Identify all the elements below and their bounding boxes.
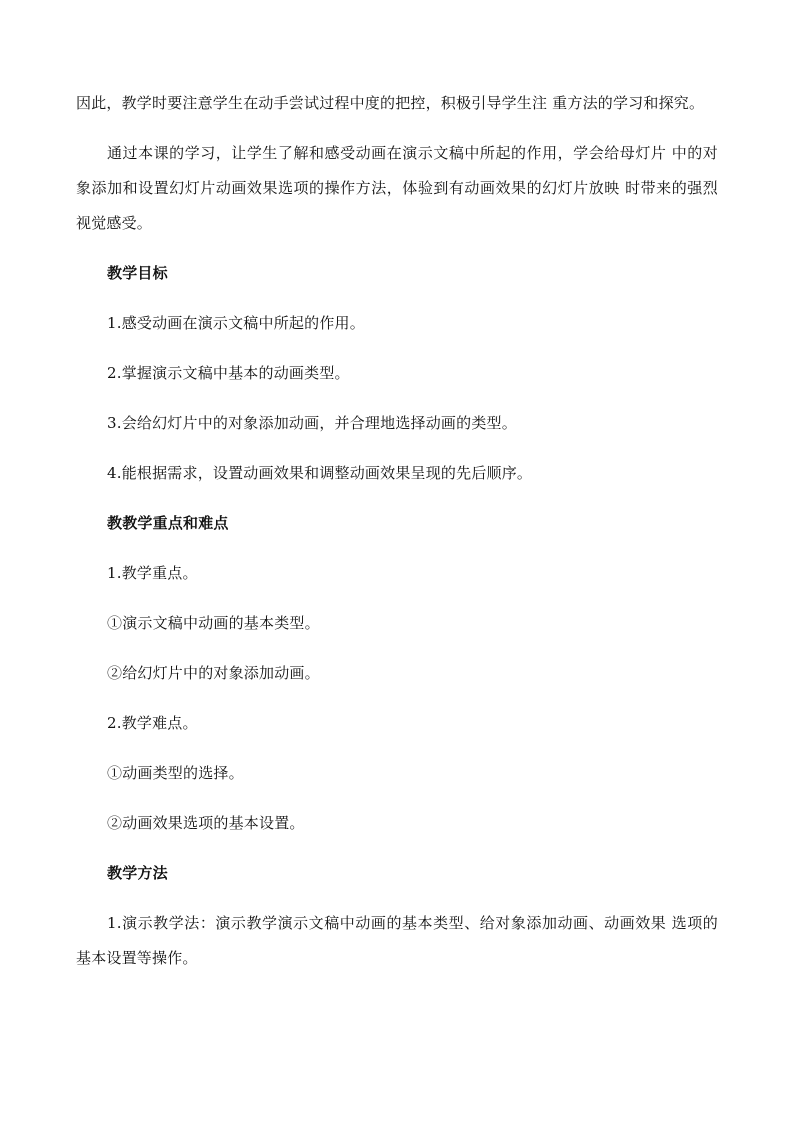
method-item-1: 1.演示教学法：演示教学演示文稿中动画的基本类型、给对象添加动画、动画效果 选项的基本设置等操作。 — [76, 914, 718, 967]
heading-teaching-methods: 教学方法 — [107, 864, 168, 882]
key-points-label: 1.教学重点。 — [107, 564, 198, 582]
difficulty-item-1: ①动画类型的选择。 — [107, 764, 244, 782]
goal-item-1: 1.感受动画在演示文稿中所起的作用。 — [107, 314, 365, 332]
goal-item-4: 4.能根据需求，设置动画效果和调整动画效果呈现的先后顺序。 — [107, 464, 533, 482]
difficulties-label: 2.教学难点。 — [107, 714, 198, 732]
paragraph-intro: 通过本课的学习，让学生了解和感受动画在演示文稿中所起的作用，学会给母灯片 中的对象添加和设置幻灯片动画效果选项的操作方法，体验到有动画效果的幻灯片放映 时带来的强烈视觉感受。 — [76, 144, 718, 232]
goal-item-2: 2.掌握演示文稿中基本的动画类型。 — [107, 364, 350, 382]
heading-key-points: 教教学重点和难点 — [107, 514, 229, 532]
paragraph-conclusion: 因此，教学时要注意学生在动手尝试过程中度的把控，积极引导学生注 重方法的学习和探究。 — [76, 94, 705, 112]
goal-item-3: 3.会给幻灯片中的对象添加动画，并合理地选择动画的类型。 — [107, 414, 517, 432]
difficulty-item-2: ②动画效果选项的基本设置。 — [107, 814, 305, 832]
key-point-item-2: ②给幻灯片中的对象添加动画。 — [107, 664, 320, 682]
heading-teaching-goals: 教学目标 — [107, 264, 168, 282]
key-point-item-1: ①演示文稿中动画的基本类型。 — [107, 614, 320, 632]
